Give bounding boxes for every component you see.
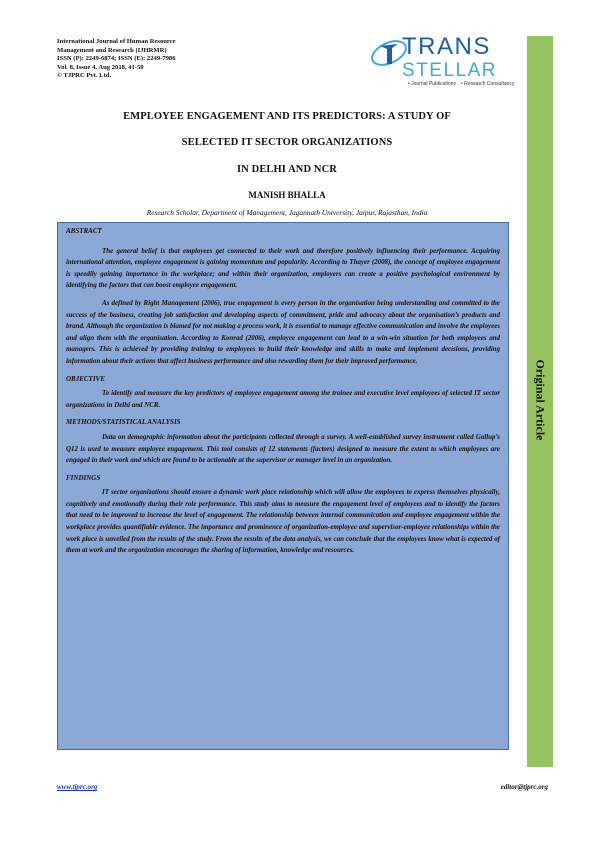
logo-word-bottom: STELLAR	[402, 60, 497, 81]
methods-text: Data on demographic information about the participants collected through a survey. A well-established survey instrument called Gallup’s Q12 is used to measure employee engagement. This tool consists of 12 statements (factors) designed to measure the extent to which employees are engaged in their work and which are found to be actionable at the supervisor or manager level in an organization.	[66, 432, 500, 465]
journal-name-line1: International Journal of Human Resource	[57, 38, 176, 45]
logo-tag-journal: • Journal Publications	[408, 81, 456, 87]
journal-website-link[interactable]: www.tjprc.org	[57, 783, 98, 791]
objective-text: To identify and measure the key predictors of employee engagement among the trainee and executive level employees of selected IT sector organizations in Delhi and NCR.	[66, 389, 500, 409]
methods-heading: METHODS/STATISTICAL ANALYSIS	[66, 418, 181, 427]
transstellar-logo	[368, 30, 523, 90]
title-line-3: IN DELHI AND NCR	[237, 164, 337, 175]
findings-heading: FINDINGS	[66, 473, 101, 482]
transstellar-logo-graphic	[368, 30, 523, 90]
journal-info	[57, 38, 257, 81]
abstract-paragraph-1: The general belief is that employees get connected to their work and therefore positively influencing their performance. Acquiring international attention, employee engagement is gaining momentum and popularity. According to Thayer (2008), the concept of employee engagement is speedily gaining importance in the workplace; and within their organization, employers can create a positive psychological environment by identifying the factors that can boost employee engagement.	[66, 246, 500, 290]
editor-email: editor@tjprc.org	[500, 783, 548, 791]
logo-word-top: TRANS	[402, 33, 491, 60]
logo-tag-research: • Research Consultancy	[461, 81, 515, 87]
abstract-box	[57, 222, 509, 750]
journal-copyright: © TJPRC Pvt. Ltd.	[57, 72, 112, 80]
author-name: MANISH BHALLA	[248, 190, 326, 200]
abstract-paragraph-2: As defined by Right Management (2006), true engagement is every person in the organisation being understanding and committed to the success of the business, creating job satisfaction and developing aspects of commitment, pride and advocacy about the organisation’s products and brand. Although the organization is blamed for not making a process work, it is essential to manage effective communication and involve the employees and align them with the organisation. According to Konrad (2006), employee engagement can lead to a win-win situation for both employees and managers. This is achieved by providing training to employees to build their knowledge and skills to make and implement decisions, providing information about their actions that affect business performance and also rewarding them for their improved performance.	[66, 298, 500, 365]
author-affiliation: Research Scholar, Department of Management, Jagannath University, Jaipur, Rajasthan, India	[146, 208, 428, 217]
title-line-2: SELECTED IT SECTOR ORGANIZATIONS	[181, 137, 393, 148]
abstract-heading: ABSTRACT	[66, 227, 102, 235]
journal-name-line2: Management and Research (IJHRMR)	[57, 46, 167, 54]
title-line-1: EMPLOYEE ENGAGEMENT AND ITS PREDICTORS: A STUDY OF	[123, 111, 451, 122]
journal-volume: Vol. 8, Issue 4, Aug 2018, 41-50	[57, 63, 144, 71]
findings-text: IT sector organizations should ensure a dynamic work place relationship which will allow the employees to express themselves physically, cognitively and emotionally during their role performance. This study aims to measure the engagement level of employees and to identify the factors that need to be improved to increase the level of engagement. The relationship between internal communication and employee engagement within the workplace provides quantifiable evidence. The importance and prominence of organization-employee and supervisor-employee relationships within the work place is unveiled from the results of the study. From the results of the data analysis, we can conclude that the employees know what is expected of them at work and the organization encourages the sharing of information, knowledge and resources.	[66, 488, 500, 555]
objective-heading: OBJECTIVE	[66, 374, 105, 383]
journal-issn: ISSN (P): 2249-6874; ISSN (E): 2249-7986	[57, 55, 176, 63]
article-type-label: Original Article	[533, 359, 548, 441]
